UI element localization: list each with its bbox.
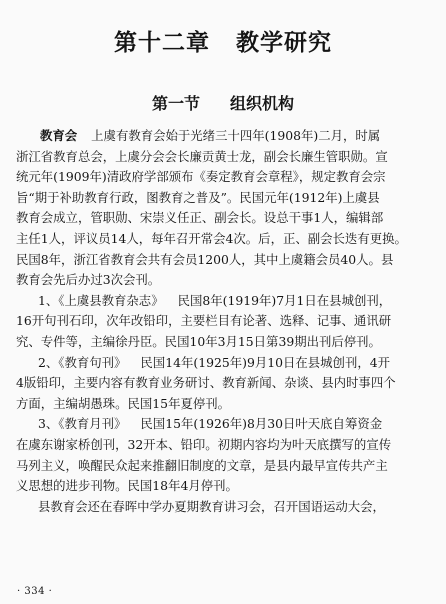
paragraph-line: 教育会成立，管职勋、宋崇义任正、副会长。设总干事1人，编辑部 <box>16 210 384 226</box>
paragraph-line: 马列主义，唤醒民众起来推翻旧制度的文章，是县内最早宣传共产主 <box>16 457 388 473</box>
chapter-label: 第十二章 <box>114 29 210 56</box>
paragraph-term: 教育会 <box>40 128 78 143</box>
paragraph-line: 主任1人，评议员14人，每年召开常会4次。后，正、副会长迭有更换。 <box>16 230 407 246</box>
paragraph-line: 义思想的进步刊物。民国18年4月停刊。 <box>16 478 238 494</box>
paragraph-line: 教育会先后办过3次会刊。 <box>16 272 161 288</box>
chapter-heading: 教学研究 <box>236 29 332 56</box>
paragraph-line: 民国8年，浙江省教育会共有会员1200人，其中上虞籍会员40人。县 <box>16 251 394 267</box>
paragraph-line: 县教育会还在春晖中学办夏期教育讲习会，召开国语运动大会， <box>38 498 385 514</box>
paragraph-line: 方面，主编胡愚珠。民国15年夏停刊。 <box>16 395 231 411</box>
paragraph-line: 统元年(1909年)清政府学部颁布《奏定教育会章程》，规定教育会宗 <box>16 169 386 185</box>
section-title <box>0 91 446 114</box>
paragraph-line: 4版铅印，主要内容有教育业务研讨、教育新闻、杂谈、县内时事四个 <box>16 375 396 391</box>
page-number: · 334 · <box>17 586 53 597</box>
paragraph-line: 3、《教育月刊》 民国15年(1926年)8月30日叶天底自筹资金 <box>38 416 383 432</box>
section-label: 第一节 <box>151 94 200 113</box>
paragraph-line: 16开句刊石印，次年改铅印，主要栏目有论著、选释、记事、通讯研 <box>16 313 392 329</box>
paragraph-line: 浙江省教育总会，上虞分会会长廉贡黄士龙，副会长廉生管职勋。宣 <box>16 148 388 164</box>
chapter-title <box>0 24 446 57</box>
journal-title: 1、《上虞县教育杂志》 <box>38 292 164 308</box>
paragraph-line: 旨“期于补助教育行政，图教育之普及”。民国元年(1912年)上虞县 <box>16 189 380 205</box>
paragraph-line: 2、《教育句刊》 民国14年(1925年)9月10日在县城创刊，4开 <box>38 354 391 370</box>
journal-title: 2、《教育句刊》 <box>38 354 127 370</box>
body-text <box>16 126 430 517</box>
journal-title: 3、《教育月刊》 <box>38 416 127 432</box>
paragraph-line: 究、专件等，主编徐丹臣。民国10年3月15日第39期出刊后停刊。 <box>16 333 381 349</box>
paragraph-line: 在虞东谢家桥创刊，32开本、铅印。初期内容均为叶天底撰写的宣传 <box>16 436 392 452</box>
section-heading: 组织机构 <box>230 94 295 113</box>
paragraph-line: 教育会 上虞有教育会始于光绪三十四年(1908年)二月，时属 <box>40 128 381 143</box>
paragraph-line: 1、《上虞县教育杂志》 民国8年(1919年)7月1日在县城创刊， <box>38 292 392 308</box>
